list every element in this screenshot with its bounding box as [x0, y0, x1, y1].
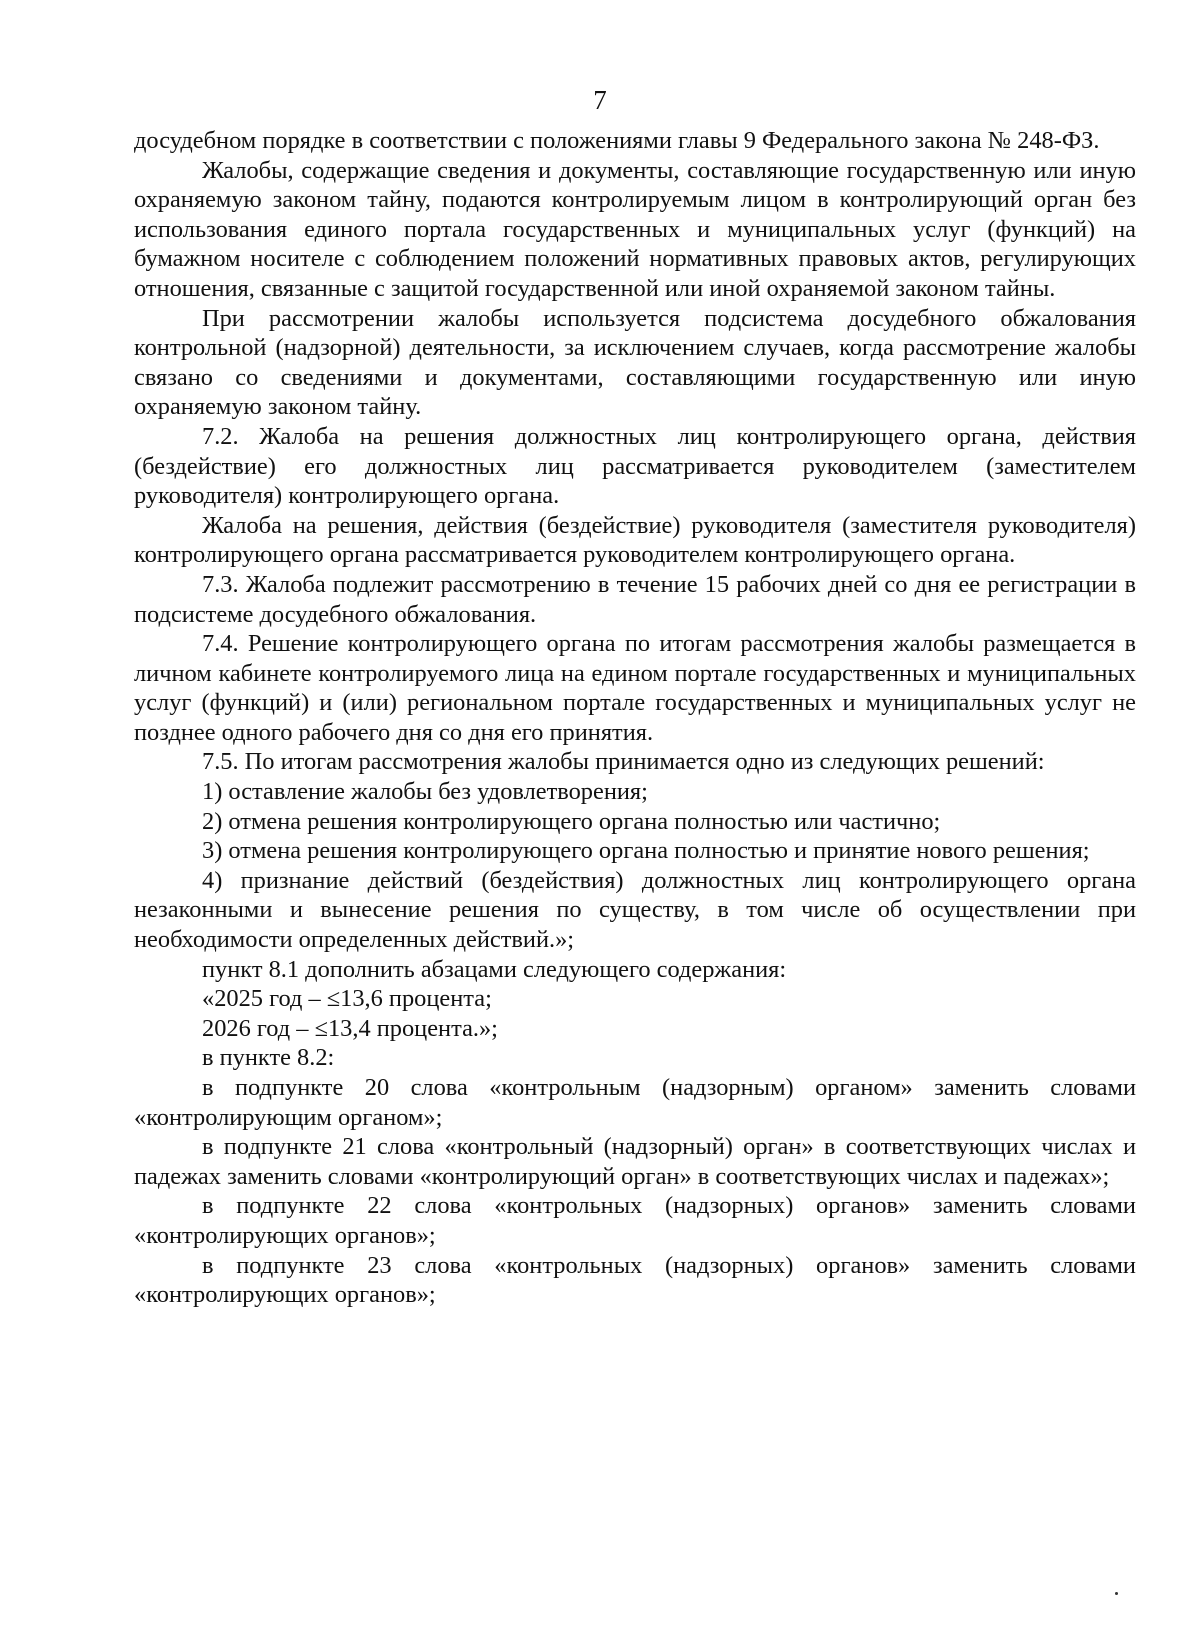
- list-item-decision-2: 2) отмена решения контролирующего органа полностью или частично;: [202, 807, 941, 835]
- paragraph-clause-7-5: 7.5. По итогам рассмотрения жалобы принимается одно из следующих решений:: [202, 748, 1045, 776]
- paragraph-subclause-22: в подпункте 22 слова «контрольных (надзорных) органов» заменить словами «контролирующих органов»;: [134, 1192, 1136, 1249]
- paragraph-pretrial-subsystem: При рассмотрении жалобы используется подсистема досудебного обжалования контрольной (надзорной) деятельности, за исключением случаев, когда рассмотрение жалобы связано со сведениями и документами, составляющими государственную или иную охраняемую законом тайну.: [134, 304, 1136, 421]
- list-item-decision-1: 1) оставление жалобы без удовлетворения;: [202, 778, 648, 806]
- paragraph-subclause-23: в подпункте 23 слова «контрольных (надзорных) органов» заменить словами «контролирующих органов»;: [134, 1251, 1136, 1309]
- paragraph-subclause-21: в подпункте 21 слова «контрольный (надзорный) орган» в соответствующих числах и падежах заменить словами «контролирующий орган» в соответствующих числах и падежах»;: [134, 1133, 1136, 1190]
- paragraph-clause-7-2: 7.2. Жалоба на решения должностных лиц контролирующего органа, действия (бездействие) его должностных лиц рассматривается руководителем (заместителем руководителя) контролирующего органа.: [134, 422, 1136, 510]
- scan-speck: [1115, 1592, 1118, 1595]
- paragraph-clause-7-4: 7.4. Решение контролирующего органа по итогам рассмотрения жалобы размещается в личном кабинете контролируемого лица на едином портале государственных и муниципальных услуг (функций) и (или) региональном портале государственных и муниципальных услуг не позднее одного рабочего дня со дня его принятия.: [134, 630, 1136, 746]
- paragraph-subclause-20: в подпункте 20 слова «контрольным (надзорным) органом» заменить словами «контролирующим органом»;: [134, 1074, 1136, 1131]
- document-body: [134, 126, 1136, 1310]
- paragraph-secret-complaints: Жалобы, содержащие сведения и документы, составляющие государственную или иную охраняемую законом тайну, подаются контролируемым лицом в контролирующий орган без использования единого портала государственных и муниципальных услуг (функций) на бумажном носителе с соблюдением положений нормативных правовых актов, регулирующих отношения, связанные с защитой государственной или иной охраняемой законом тайны.: [134, 156, 1136, 302]
- paragraph-clause-8-1: пункт 8.1 дополнить абзацами следующего содержания:: [202, 955, 787, 983]
- list-item-decision-3: 3) отмена решения контролирующего органа полностью и принятие нового решения;: [202, 837, 1090, 865]
- paragraph-clause-7-3: 7.3. Жалоба подлежит рассмотрению в течение 15 рабочих дней со дня ее регистрации в подсистеме досудебного обжалования.: [134, 570, 1136, 628]
- paragraph-year-2026: 2026 год – ≤13,4 процента.»;: [202, 1014, 498, 1042]
- page-number: 7: [593, 85, 607, 115]
- paragraph-clause-8-2: в пункте 8.2:: [202, 1044, 335, 1072]
- paragraph-continuation: досудебном порядке в соответствии с положениями главы 9 Федерального закона № 248-ФЗ.: [134, 127, 1100, 154]
- list-item-decision-4: 4) признание действий (бездействия) должностных лиц контролирующего органа незаконными и вынесение решения по существу, в том числе об осуществлении при необходимости определенных действий.»;: [134, 866, 1136, 954]
- paragraph-year-2025: «2025 год – ≤13,6 процента;: [202, 985, 492, 1013]
- paragraph-clause-7-2-head: Жалоба на решения, действия (бездействие) руководителя (заместителя руководителя) контролирующего органа рассматривается руководителем контролирующего органа.: [134, 511, 1136, 569]
